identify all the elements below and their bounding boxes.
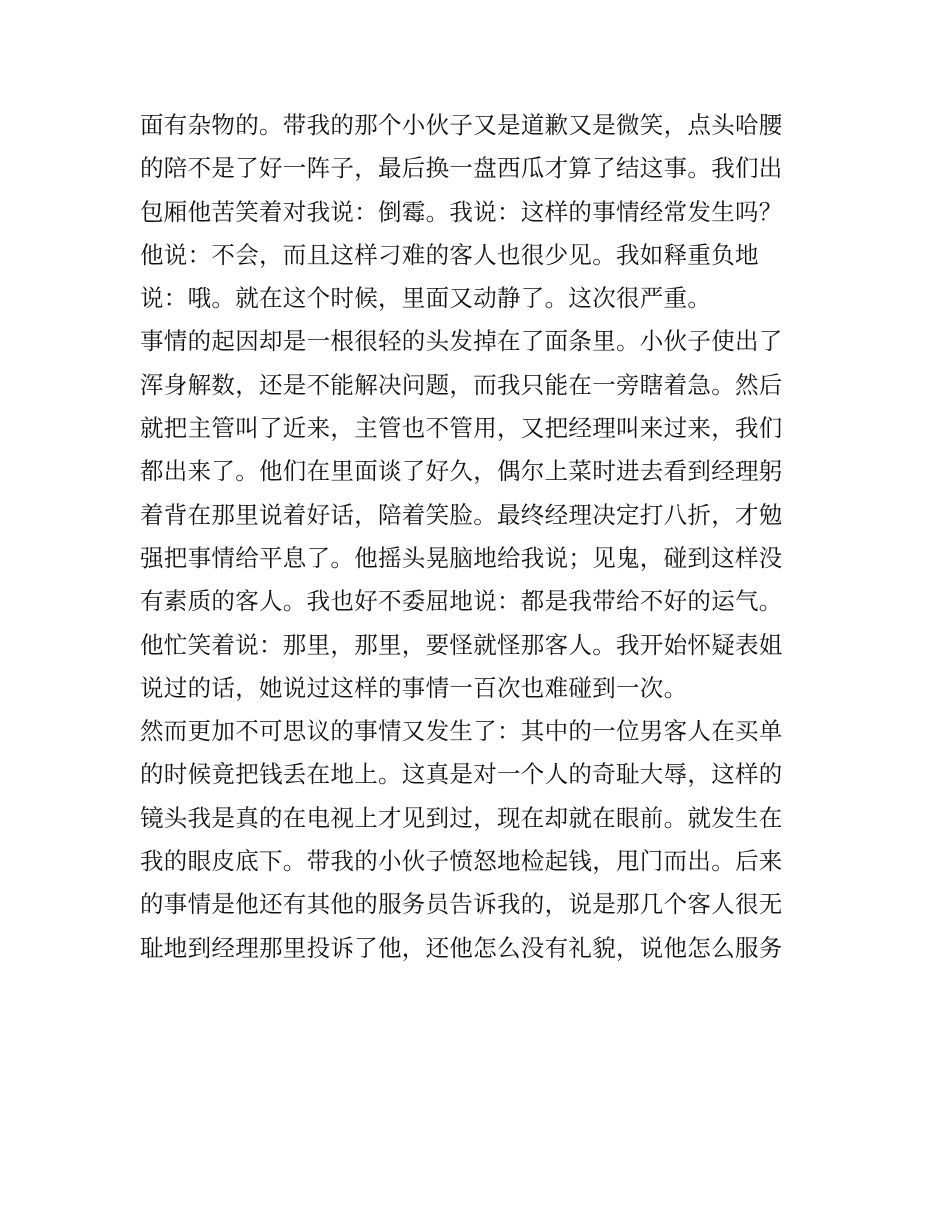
text-line: 镜头我是真的在电视上才见到过，现在却就在眼前。就发生在 (140, 803, 783, 832)
text-line: 的事情是他还有其他的服务员告诉我的，说是那几个客人很无 (140, 890, 783, 919)
text-line: 着背在那里说着好话，陪着笑脸。最终经理决定打八折，才勉 (140, 500, 783, 529)
text-line: 事情的起因却是一根很轻的头发掉在了面条里。小伙子使出了 (140, 327, 783, 356)
text-line: 的陪不是了好一阵子，最后换一盘西瓜才算了结这事。我们出 (140, 154, 783, 183)
text-line: 强把事情给平息了。他摇头晃脑地给我说；见鬼，碰到这样没 (140, 543, 783, 572)
text-line: 他说：不会，而且这样刁难的客人也很少见。我如释重负地 (140, 240, 759, 269)
text-line: 说过的话，她说过这样的事情一百次也难碰到一次。 (140, 673, 688, 702)
text-line: 的时候竟把钱丢在地上。这真是对一个人的奇耻大辱，这样的 (140, 760, 783, 789)
text-line: 有素质的客人。我也好不委屈地说：都是我带给不好的运气。 (140, 587, 783, 616)
text-line: 说：哦。就在这个时候，里面又动静了。这次很严重。 (140, 284, 712, 313)
text-line: 他忙笑着说：那里，那里，要怪就怪那客人。我开始怀疑表姐 (140, 630, 783, 659)
text-line: 都出来了。他们在里面谈了好久，偶尔上菜时进去看到经理躬 (140, 457, 783, 486)
text-line: 浑身解数，还是不能解决问题，而我只能在一旁瞎着急。然后 (140, 370, 783, 399)
text-line: 我的眼皮底下。带我的小伙子愤怒地检起钱，甩门而出。后来 (140, 847, 783, 876)
text-line: 就把主管叫了近来，主管也不管用，又把经理叫来过来，我们 (140, 414, 783, 443)
body-text (140, 104, 820, 970)
text-line: 包厢他苦笑着对我说：倒霉。我说：这样的事情经常发生吗？ (140, 197, 783, 226)
text-line: 耻地到经理那里投诉了他，还他怎么没有礼貌，说他怎么服务 (140, 933, 783, 962)
text-line: 面有杂物的。带我的那个小伙子又是道歉又是微笑，点头哈腰 (140, 111, 783, 139)
text-line: 然而更加不可思议的事情又发生了：其中的一位男客人在买单 (140, 717, 783, 746)
